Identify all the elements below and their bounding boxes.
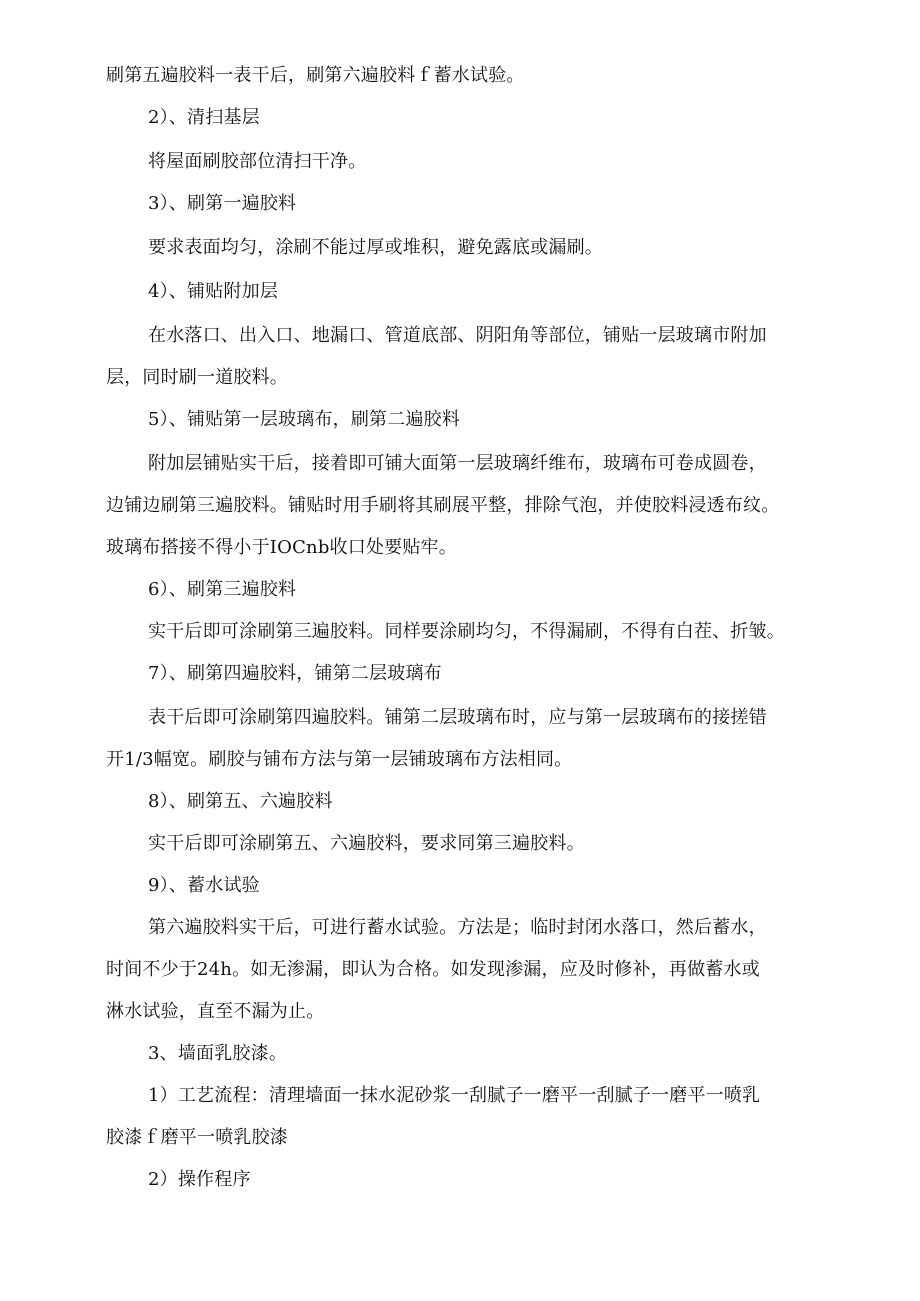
section-heading: 7）、刷第四遍胶料，铺第二层玻璃布: [148, 663, 442, 684]
text-line: 1）工艺流程：清理墙面一抹水泥砂浆一刮腻子一磨平一刮腻子一磨平一喷乳: [148, 1085, 761, 1106]
section-heading: 8）、刷第五、六遍胶料: [148, 791, 333, 812]
text-line: 边铺边刷第三遍胶料。铺贴时用手刷将其刷展平整，排除气泡，并使胶料浸透布纹。: [106, 495, 780, 516]
section-heading: 2）操作程序: [148, 1169, 251, 1190]
text-line: 胶漆ｆ磨平一喷乳胶漆: [106, 1127, 288, 1148]
section-heading: 9）、蓄水试验: [148, 875, 260, 896]
text-line: 实干后即可涂刷第五、六遍胶料，要求同第三遍胶料。: [148, 833, 585, 854]
text-line: 附加层铺贴实干后，接着即可铺大面第一层玻璃纤维布，玻璃布可卷成圆卷，: [148, 453, 767, 474]
section-heading: 6）、刷第三遍胶料: [148, 579, 297, 600]
text-line: 将屋面刷胶部位清扫干净。: [148, 151, 367, 172]
text-line: 要求表面均匀，涂刷不能过厚或堆积，避免露底或漏刷。: [148, 237, 603, 258]
text-line: 玻璃布搭接不得小于IOCnb收口处要贴牢。: [106, 537, 457, 558]
section-heading: 3、墙面乳胶漆。: [148, 1043, 288, 1064]
text-line: 层，同时刷一道胶料。: [106, 367, 288, 388]
text-line: 第六遍胶料实干后，可进行蓄水试验。方法是；临时封闭水落口，然后蓄水，: [148, 917, 767, 938]
text-line: 淋水试验，直至不漏为止。: [106, 1001, 325, 1022]
section-heading: 5）、铺贴第一层玻璃布，刷第二遍胶料: [148, 409, 461, 430]
text-line: 刷第五遍胶料一表干后，刷第六遍胶料ｆ蓄水试验。: [106, 65, 525, 86]
section-heading: 3）、刷第一遍胶料: [148, 193, 297, 214]
text-line: 实干后即可涂刷第三遍胶料。同样要涂刷均匀，不得漏刷，不得有白茬、折皱。: [148, 621, 785, 642]
section-heading: 4）、铺贴附加层: [148, 281, 279, 302]
text-line: 开1/3幅宽。刷胶与铺布方法与第一层铺玻璃布方法相同。: [106, 749, 573, 770]
text-line: 时间不少于24h。如无渗漏，即认为合格。如发现渗漏，应及时修补，再做蓄水或: [106, 959, 760, 980]
text-line: 表干后即可涂刷第四遍胶料。铺第二层玻璃布时，应与第一层玻璃布的接搓错: [148, 707, 767, 728]
text-line: 在水落口、出入口、地漏口、管道底部、阴阳角等部位，铺贴一层玻璃市附加: [148, 325, 767, 346]
section-heading: 2）、清扫基层: [148, 107, 260, 128]
